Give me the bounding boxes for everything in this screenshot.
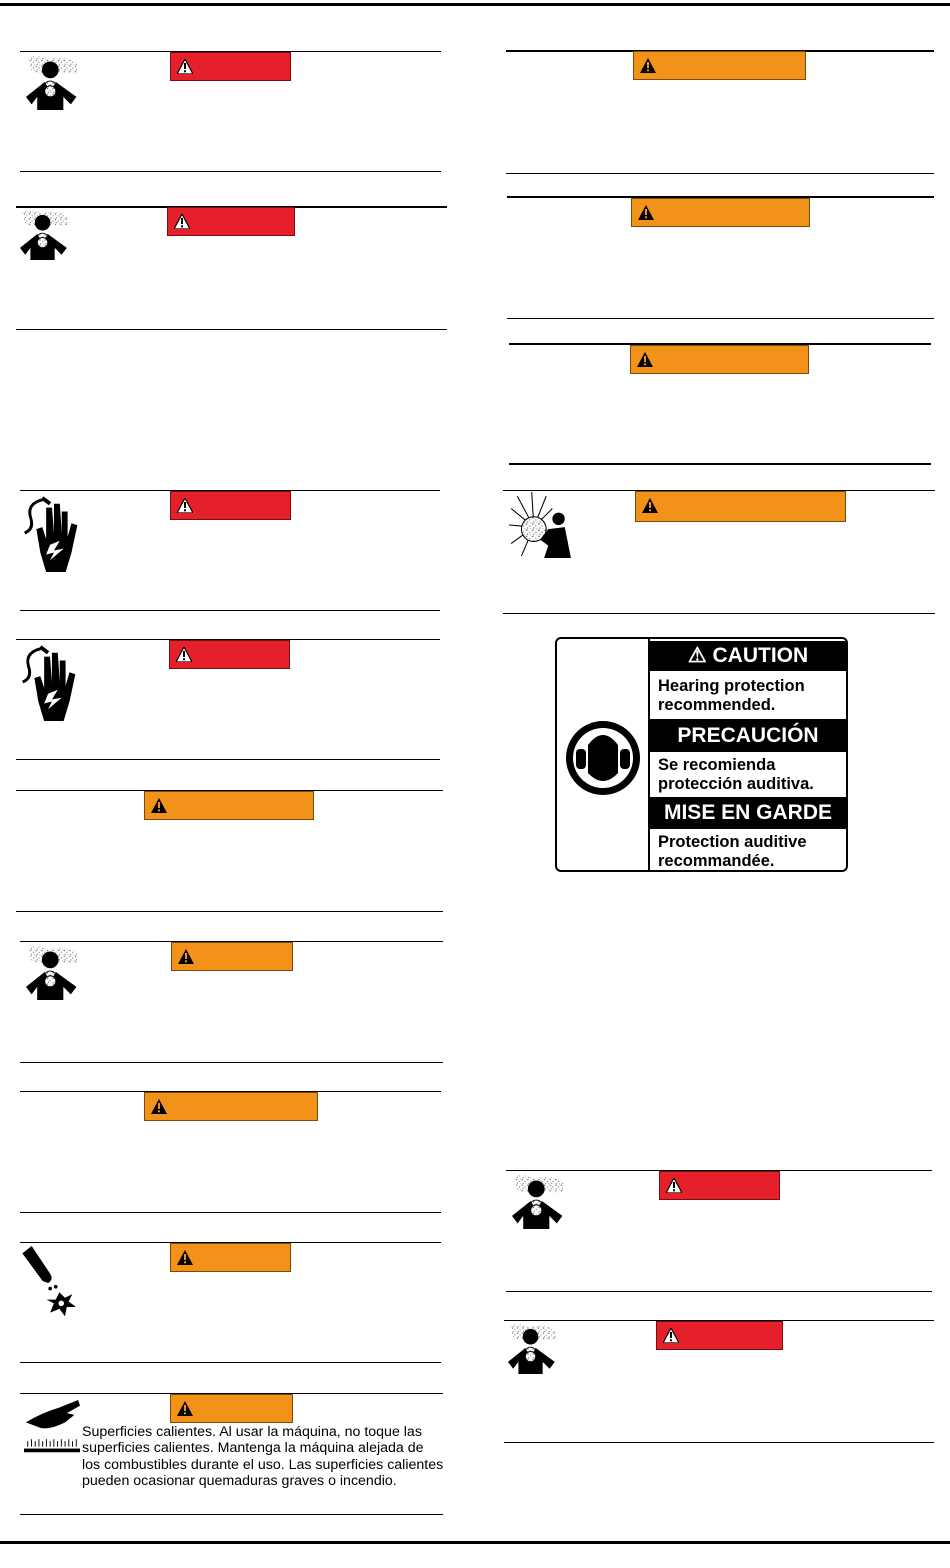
warning-signal-panel <box>171 942 293 971</box>
precaucion-text-line-2: protección auditiva. <box>658 775 814 793</box>
precaucion-band: PRECAUCIÓN <box>650 719 846 752</box>
warning-signal-panel <box>144 1092 318 1121</box>
warning-signal-panel <box>635 491 846 522</box>
warning-signal-panel <box>144 791 314 820</box>
danger-signal-panel <box>167 207 295 236</box>
bottom-rule <box>0 1541 950 1544</box>
precaucion-text-line-1: Se recomienda <box>658 756 776 774</box>
hot-surface-warning-text: Superficies calientes. Al usar la máquina, no toque las superficies calientes. Mantenga la máquina alejada de los combustibles durante el uso. Las superficies calientes pueden ocasionar quemaduras graves o incendio. <box>82 1424 444 1490</box>
toxic-fume-icon <box>504 1322 564 1374</box>
panel-bottom-rule <box>16 759 440 760</box>
hearing-protection-icon <box>564 719 642 797</box>
panel-bottom-rule <box>503 613 935 614</box>
explosion-icon <box>507 492 573 558</box>
mise-text-line-2: recommandée. <box>658 852 775 870</box>
panel-bottom-rule <box>506 173 934 174</box>
mise-en-garde-band: MISE EN GARDE <box>650 797 846 829</box>
warning-signal-panel <box>630 345 809 374</box>
warning-signal-panel <box>170 1394 293 1423</box>
toxic-fume-icon <box>508 1173 572 1229</box>
panel-bottom-rule <box>20 610 440 611</box>
panel-bottom-rule <box>20 1212 441 1213</box>
caution-text-line-2: recommended. <box>658 696 776 714</box>
panel-bottom-rule <box>504 1442 934 1443</box>
warning-signal-panel <box>170 1243 291 1272</box>
danger-signal-panel <box>170 52 291 81</box>
danger-signal-panel <box>170 491 291 520</box>
hearing-protection-label <box>555 637 848 872</box>
toxic-fume-icon <box>16 208 76 260</box>
caution-text-line-1: Hearing protection <box>658 677 805 695</box>
panel-bottom-rule <box>20 171 441 172</box>
warning-signal-panel <box>631 198 810 227</box>
panel-bottom-rule <box>507 318 934 319</box>
electric-shock-icon <box>20 494 84 572</box>
danger-signal-panel <box>169 640 290 669</box>
label-divider <box>648 639 650 870</box>
toxic-fume-icon <box>22 944 86 1000</box>
panel-bottom-rule <box>20 1362 441 1363</box>
mise-text-line-1: Protection auditive <box>658 833 807 851</box>
panel-bottom-rule <box>16 911 443 912</box>
panel-bottom-rule <box>20 1514 443 1515</box>
electric-shock-icon <box>18 643 82 721</box>
danger-signal-panel <box>656 1321 783 1350</box>
top-rule <box>0 3 950 6</box>
caution-band: ⚠ CAUTION <box>650 641 846 671</box>
panel-bottom-rule <box>16 329 447 330</box>
panel-bottom-rule <box>506 1291 932 1292</box>
panel-bottom-rule <box>509 463 931 465</box>
moving-parts-icon <box>20 1246 84 1320</box>
toxic-fume-icon <box>22 54 86 110</box>
hot-surface-icon <box>22 1400 82 1456</box>
danger-signal-panel <box>659 1171 780 1200</box>
warning-signal-panel <box>633 51 806 80</box>
panel-bottom-rule <box>20 1062 443 1063</box>
